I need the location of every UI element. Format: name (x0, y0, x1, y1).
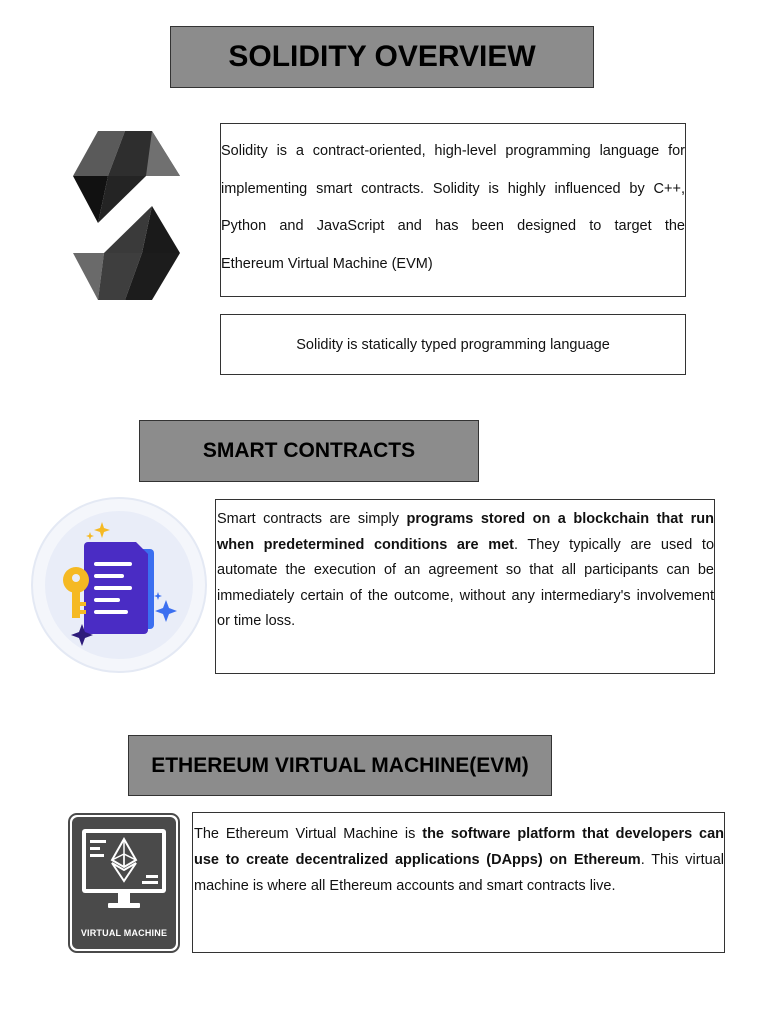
solidity-typing-note-box (220, 314, 686, 375)
evm-title (128, 735, 552, 796)
smart-contracts-text-suffix: . They typically are used to automate the execution of an agreement so that all participants can be immediately certain of the outcome, without any intermediary's involvement or time loss. (217, 536, 715, 629)
solidity-intro-line-4: Ethereum Virtual Machine (EVM) (221, 255, 433, 272)
evm-description (194, 821, 724, 899)
evm-text-suffix: . This virtual machine is where all Ethereum accounts and smart contracts live. (194, 852, 724, 894)
solidity-intro-box (220, 123, 686, 297)
solidity-intro-line-1: Solidity is a contract-oriented, high-level programming language for (221, 143, 685, 159)
solidity-overview-title (170, 26, 594, 88)
evm-text-bold: the software platform that developers can use to create decentralized applications (DApps) on Ethereum (194, 826, 725, 868)
evm-description-box (192, 812, 725, 953)
solidity-overview-title-text: SOLIDITY OVERVIEW (228, 40, 536, 73)
evm-title-text: ETHEREUM VIRTUAL MACHINE(EVM) (151, 753, 529, 777)
smart-contracts-description-box (215, 499, 715, 674)
virtual-machine-caption: VIRTUAL MACHINE (80, 928, 168, 938)
solidity-intro-line-2: implementing smart contracts. Solidity is highly influenced by C++, (221, 180, 685, 197)
solidity-typing-note: Solidity is statically typed programming language (296, 336, 610, 353)
contract-document-key-icon (30, 494, 208, 676)
solidity-logo-icon (70, 128, 180, 303)
solidity-intro-line-3: Python and JavaScript and has been designed to target the (221, 218, 685, 234)
smart-contracts-text-bold: programs stored on a blockchain that run when predetermined conditions are met (217, 511, 714, 553)
smart-contracts-description (217, 507, 714, 635)
evm-text-prefix: The Ethereum Virtual Machine is (194, 826, 423, 842)
smart-contracts-title-text: SMART CONTRACTS (202, 439, 416, 462)
smart-contracts-text-prefix: Smart contracts are simply (217, 511, 407, 527)
smart-contracts-title (139, 420, 479, 482)
